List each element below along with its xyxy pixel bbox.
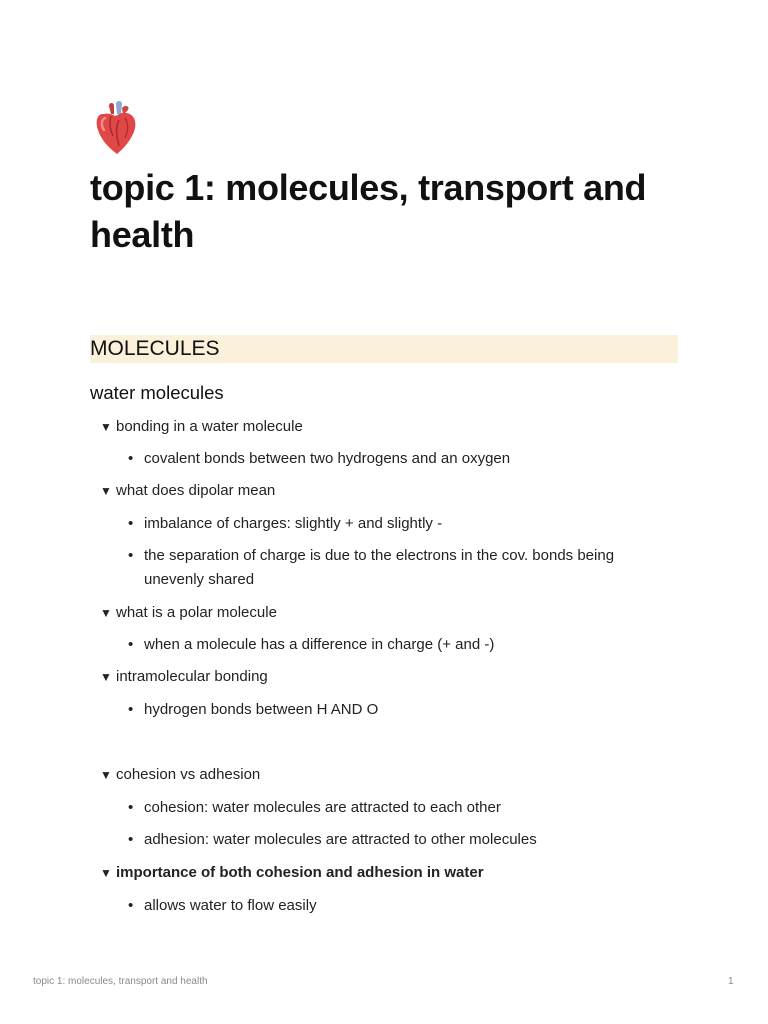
subsection-heading: water molecules	[90, 382, 224, 403]
bullet-icon: •	[128, 897, 134, 914]
list-item	[128, 894, 668, 918]
page-title: topic 1: molecules, transport and health	[90, 167, 647, 255]
footer-title: topic 1: molecules, transport and health	[33, 976, 208, 987]
anatomical-heart-icon	[95, 100, 137, 156]
toggle-triangle-icon[interactable]: ▼	[100, 606, 112, 620]
bullet-icon: •	[128, 547, 134, 564]
toggle-triangle-icon[interactable]: ▼	[100, 670, 112, 684]
toggle-label: importance of both cohesion and adhesion in water	[116, 864, 484, 881]
bullet-icon: •	[128, 515, 134, 532]
toggle-label: bonding in a water molecule	[116, 418, 303, 435]
section-heading: MOLECULES	[90, 335, 678, 363]
list-item-text: cohesion: water molecules are attracted to each other	[144, 799, 501, 816]
toggle-importance[interactable]	[100, 861, 484, 885]
toggle-label: cohesion vs adhesion	[116, 766, 261, 783]
toggle-triangle-icon[interactable]: ▼	[100, 484, 112, 498]
list-item-text: the separation of charge is due to the electrons in the cov. bonds being unevenly shared	[144, 547, 615, 588]
list-item-text: hydrogen bonds between H AND O	[144, 701, 379, 718]
bullet-icon: •	[128, 831, 134, 848]
list-item	[128, 796, 668, 820]
toggle-triangle-icon[interactable]: ▼	[100, 866, 112, 880]
list-item	[128, 512, 668, 536]
toggle-cohesion-adhesion[interactable]	[100, 763, 260, 787]
bullet-icon: •	[128, 701, 134, 718]
bullet-icon: •	[128, 799, 134, 816]
page-number: 1	[728, 976, 734, 987]
list-item-text: when a molecule has a difference in charge (+ and -)	[144, 636, 495, 653]
list-item-text: allows water to flow easily	[144, 897, 317, 914]
list-item-text: adhesion: water molecules are attracted to other molecules	[144, 831, 537, 848]
toggle-label: what does dipolar mean	[116, 482, 276, 499]
toggle-triangle-icon[interactable]: ▼	[100, 420, 112, 434]
list-item	[128, 828, 668, 852]
list-item	[128, 633, 668, 657]
toggle-polar-molecule[interactable]	[100, 601, 277, 625]
list-item	[128, 544, 668, 592]
toggle-label: intramolecular bonding	[116, 668, 268, 685]
bullet-icon: •	[128, 450, 134, 467]
toggle-intramolecular[interactable]	[100, 665, 268, 689]
toggle-triangle-icon[interactable]: ▼	[100, 768, 112, 782]
list-item	[128, 447, 668, 471]
toggle-bonding[interactable]	[100, 415, 303, 439]
list-item-text: imbalance of charges: slightly + and slightly -	[144, 515, 443, 532]
list-item	[128, 698, 668, 722]
list-item-text: covalent bonds between two hydrogens and an oxygen	[144, 450, 511, 467]
bullet-icon: •	[128, 636, 134, 653]
toggle-label: what is a polar molecule	[116, 604, 277, 621]
toggle-dipolar[interactable]	[100, 479, 275, 503]
